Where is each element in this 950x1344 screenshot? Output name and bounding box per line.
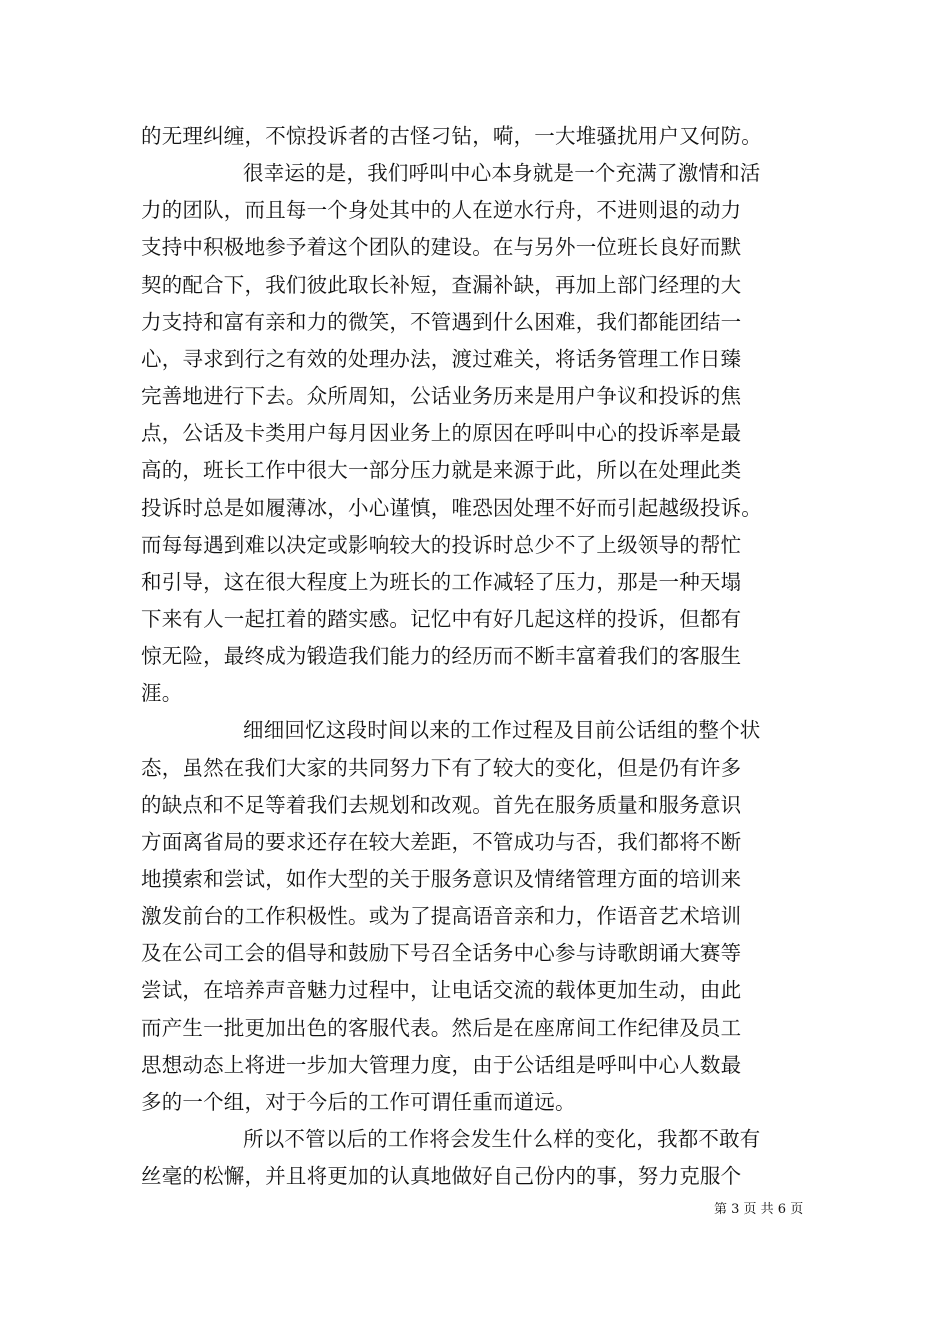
text-line: 所以不管以后的工作将会发生什么样的变化，我都不敢有 bbox=[243, 1127, 761, 1152]
text-line: 完善地进行下去。众所周知，公话业务历来是用户争议和投诉的焦 bbox=[141, 384, 742, 409]
text-line: 而每每遇到难以决定或影响较大的投诉时总少不了上级领导的帮忙 bbox=[141, 532, 742, 557]
text-line: 多的一个组，对于今后的工作可谓任重而道远。 bbox=[141, 1089, 576, 1114]
text-line: 的无理纠缠，不惊投诉者的古怪刁钻，嗬，一大堆骚扰用户又何防。 bbox=[141, 124, 762, 148]
text-line: 激发前台的工作积极性。或为了提高语音亲和力，作语音艺术培训 bbox=[141, 904, 742, 929]
text-line: 地摸索和尝试，如作大型的关于服务意识及情绪管理方面的培训来 bbox=[141, 867, 742, 891]
text-line: 及在公司工会的倡导和鼓励下号召全话务中心参与诗歌朗诵大赛等 bbox=[141, 941, 742, 966]
text-line: 点，公话及卡类用户每月因业务上的原因在呼叫中心的投诉率是最 bbox=[141, 421, 742, 446]
text-line: 方面离省局的要求还存在较大差距，不管成功与否，我们都将不断 bbox=[141, 829, 742, 854]
text-line: 尝试，在培养声音魅力过程中，让电话交流的载体更加生动，由此 bbox=[141, 978, 742, 1003]
text-line: 契的配合下，我们彼此取长补短，查漏补缺，再加上部门经理的大 bbox=[141, 272, 742, 297]
text-line: 投诉时总是如履薄冰，小心谨慎，唯恐因处理不好而引起越级投诉。 bbox=[141, 495, 762, 520]
text-line: 的缺点和不足等着我们去规划和改观。首先在服务质量和服务意识 bbox=[141, 792, 742, 817]
text-line: 涯。 bbox=[141, 681, 183, 706]
text-line: 丝毫的松懈，并且将更加的认真地做好自己份内的事，努力克服个 bbox=[141, 1164, 742, 1189]
text-line: 力支持和富有亲和力的微笑，不管遇到什么困难，我们都能团结一 bbox=[141, 309, 742, 334]
text-line: 思想动态上将进一步加大管理力度，由于公话组是呼叫中心人数最 bbox=[141, 1052, 742, 1077]
text-line: 下来有人一起扛着的踏实感。记忆中有好几起这样的投诉，但都有 bbox=[141, 606, 742, 631]
text-line: 支持中积极地参予着这个团队的建设。在与另外一位班长良好而默 bbox=[141, 235, 742, 260]
text-line: 很幸运的是，我们呼叫中心本身就是一个充满了激情和活 bbox=[243, 161, 761, 186]
text-line: 高的，班长工作中很大一部分压力就是来源于此，所以在处理此类 bbox=[141, 458, 742, 483]
text-line: 态，虽然在我们大家的共同努力下有了较大的变化，但是仍有许多 bbox=[141, 755, 742, 780]
text-line: 而产生一批更加出色的客服代表。然后是在座席间工作纪律及员工 bbox=[141, 1015, 742, 1040]
text-line: 力的团队，而且每一个身处其中的人在逆水行舟，不进则退的动力 bbox=[141, 198, 742, 223]
text-line: 惊无险，最终成为锻造我们能力的经历而不断丰富着我们的客服生 bbox=[141, 644, 742, 669]
text-line: 细细回忆这段时间以来的工作过程及目前公话组的整个状 bbox=[243, 718, 761, 743]
text-line: 心，寻求到行之有效的处理办法，渡过难关，将话务管理工作日臻 bbox=[141, 346, 742, 371]
page-number: 第 3 页 共 6 页 bbox=[714, 1202, 804, 1217]
text-line: 和引导，这在很大程度上为班长的工作减轻了压力，那是一种天塌 bbox=[141, 569, 742, 594]
